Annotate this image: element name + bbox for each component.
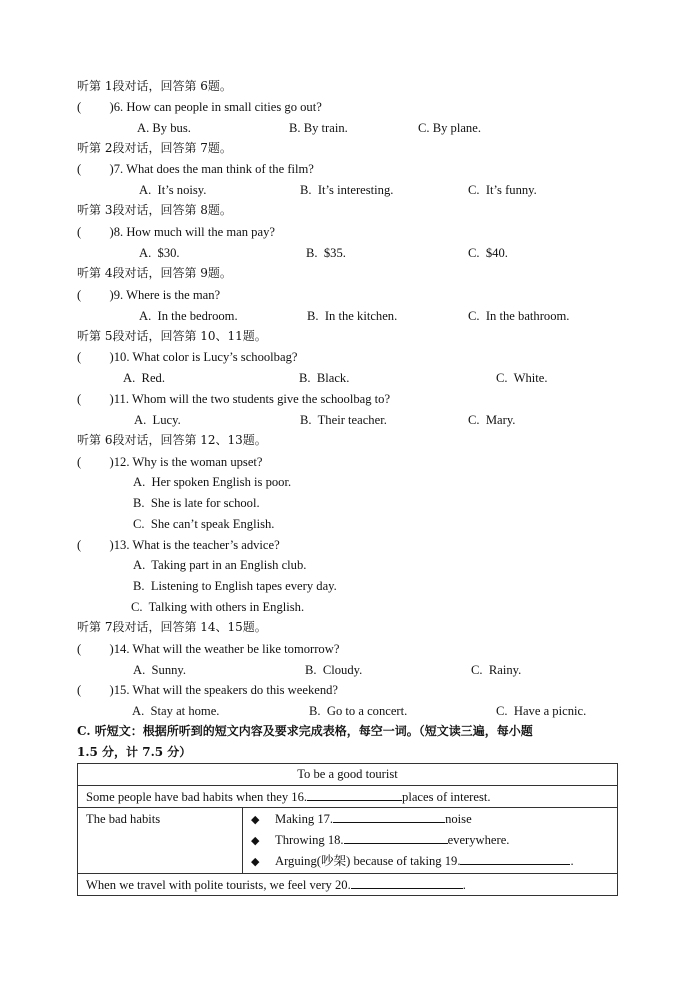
question-14-option-c: C. Rainy. bbox=[471, 663, 522, 677]
habit-17-text-end: noise bbox=[445, 812, 472, 826]
habit-18-text-end: everywhere. bbox=[447, 833, 510, 847]
section-heading-5: 听第 5段对话，回答第 10、11题。 bbox=[77, 329, 267, 343]
habit-19-text-end: . bbox=[570, 854, 574, 868]
habits-label: The bad habits bbox=[78, 808, 243, 874]
diamond-bullet-icon: ◆ bbox=[251, 814, 260, 826]
question-12-option-c: C. She can’t speak English. bbox=[133, 517, 275, 531]
question-13-option-b: B. Listening to English tapes every day. bbox=[133, 579, 337, 593]
answer-blank-16[interactable] bbox=[307, 789, 402, 801]
question-9-option-c: C. In the bathroom. bbox=[468, 309, 570, 323]
question-13-stem: ( )13. What is the teacher’s advice? bbox=[77, 538, 280, 552]
question-6-option-c: C. By plane. bbox=[418, 121, 481, 135]
question-6-stem: ( )6. How can people in small cities go out? bbox=[77, 100, 322, 114]
answer-blank-19[interactable] bbox=[460, 853, 570, 865]
table-row-20 bbox=[78, 874, 618, 896]
question-8-option-a: A. $30. bbox=[139, 246, 180, 260]
question-11-option-b: B. Their teacher. bbox=[300, 413, 387, 427]
question-12-option-b: B. She is late for school. bbox=[133, 496, 260, 510]
habit-18-text: Throwing 18. bbox=[275, 833, 344, 847]
question-7-option-c: C. It’s funny. bbox=[468, 183, 537, 197]
question-10-stem: ( )10. What color is Lucy’s schoolbag? bbox=[77, 350, 298, 364]
question-15-option-c: C. Have a picnic. bbox=[496, 704, 587, 718]
question-7-option-a: A. It’s noisy. bbox=[139, 183, 207, 197]
question-15-option-b: B. Go to a concert. bbox=[309, 704, 408, 718]
question-7-option-b: B. It’s interesting. bbox=[300, 183, 394, 197]
habit-19-text: Arguing(吵架) because of taking 19. bbox=[275, 854, 461, 868]
question-8-option-b: B. $35. bbox=[306, 246, 346, 260]
question-11-option-a: A. Lucy. bbox=[134, 413, 181, 427]
question-13-option-c: C. Talking with others in English. bbox=[131, 600, 305, 614]
question-15-stem: ( )15. What will the speakers do this weekend? bbox=[77, 683, 339, 697]
answer-blank-20[interactable] bbox=[351, 877, 463, 889]
question-10-option-b: B. Black. bbox=[299, 371, 350, 385]
question-6-option-b: B. By train. bbox=[289, 121, 348, 135]
habit-item bbox=[251, 830, 609, 851]
question-13-option-a: A. Taking part in an English club. bbox=[133, 558, 307, 572]
section-heading-7: 听第 7段对话，回答第 14、15题。 bbox=[77, 620, 267, 634]
part-c-instruction: C. 听短文：根据所听到的短文内容及要求完成表格，每空一词。（短文读三遍，每小题 bbox=[77, 724, 533, 738]
answer-blank-18[interactable] bbox=[344, 832, 448, 844]
question-15-option-a: A. Stay at home. bbox=[132, 704, 220, 718]
question-9-option-a: A. In the bedroom. bbox=[139, 309, 238, 323]
row-20-text-end: . bbox=[462, 877, 466, 892]
question-9-stem: ( )9. Where is the man? bbox=[77, 288, 221, 302]
habit-17-text: Making 17. bbox=[275, 812, 334, 826]
question-8-stem: ( )8. How much will the man pay? bbox=[77, 225, 275, 239]
section-heading-2: 听第 2段对话，回答第 7题。 bbox=[77, 141, 232, 155]
part-c-instruction-cont: 1.5 分，计 7.5 分） bbox=[77, 745, 192, 759]
question-14-option-a: A. Sunny. bbox=[133, 663, 187, 677]
section-heading-3: 听第 3段对话，回答第 8题。 bbox=[77, 203, 232, 217]
diamond-bullet-icon: ◆ bbox=[251, 835, 260, 847]
diamond-bullet-icon: ◆ bbox=[251, 856, 260, 868]
table-row-16 bbox=[78, 786, 618, 808]
question-11-option-c: C. Mary. bbox=[468, 413, 516, 427]
habits-list bbox=[243, 808, 618, 874]
question-6-option-a: A. By bus. bbox=[137, 121, 191, 135]
section-heading-6: 听第 6段对话，回答第 12、13题。 bbox=[77, 433, 267, 447]
tourist-table bbox=[77, 763, 618, 896]
question-12-stem: ( )12. Why is the woman upset? bbox=[77, 455, 263, 469]
question-10-option-c: C. White. bbox=[496, 371, 548, 385]
question-12-option-a: A. Her spoken English is poor. bbox=[133, 475, 292, 489]
question-11-stem: ( )11. Whom will the two students give the schoolbag to? bbox=[77, 392, 391, 406]
habit-item bbox=[251, 809, 609, 830]
answer-blank-17[interactable] bbox=[333, 811, 445, 823]
row-20-text: When we travel with polite tourists, we feel very 20. bbox=[86, 877, 351, 892]
question-14-stem: ( )14. What will the weather be like tomorrow? bbox=[77, 642, 340, 656]
question-8-option-c: C. $40. bbox=[468, 246, 508, 260]
row-16-text: Some people have bad habits when they 16. bbox=[86, 789, 308, 804]
row-16-text-end: places of interest. bbox=[402, 789, 491, 804]
section-heading-1: 听第 1段对话，回答第 6题。 bbox=[77, 79, 232, 93]
habit-item bbox=[251, 851, 609, 872]
table-title: To be a good tourist bbox=[78, 764, 618, 786]
question-14-option-b: B. Cloudy. bbox=[305, 663, 363, 677]
section-heading-4: 听第 4段对话，回答第 9题。 bbox=[77, 266, 232, 280]
question-10-option-a: A. Red. bbox=[123, 371, 165, 385]
question-7-stem: ( )7. What does the man think of the film? bbox=[77, 162, 314, 176]
question-9-option-b: B. In the kitchen. bbox=[307, 309, 398, 323]
